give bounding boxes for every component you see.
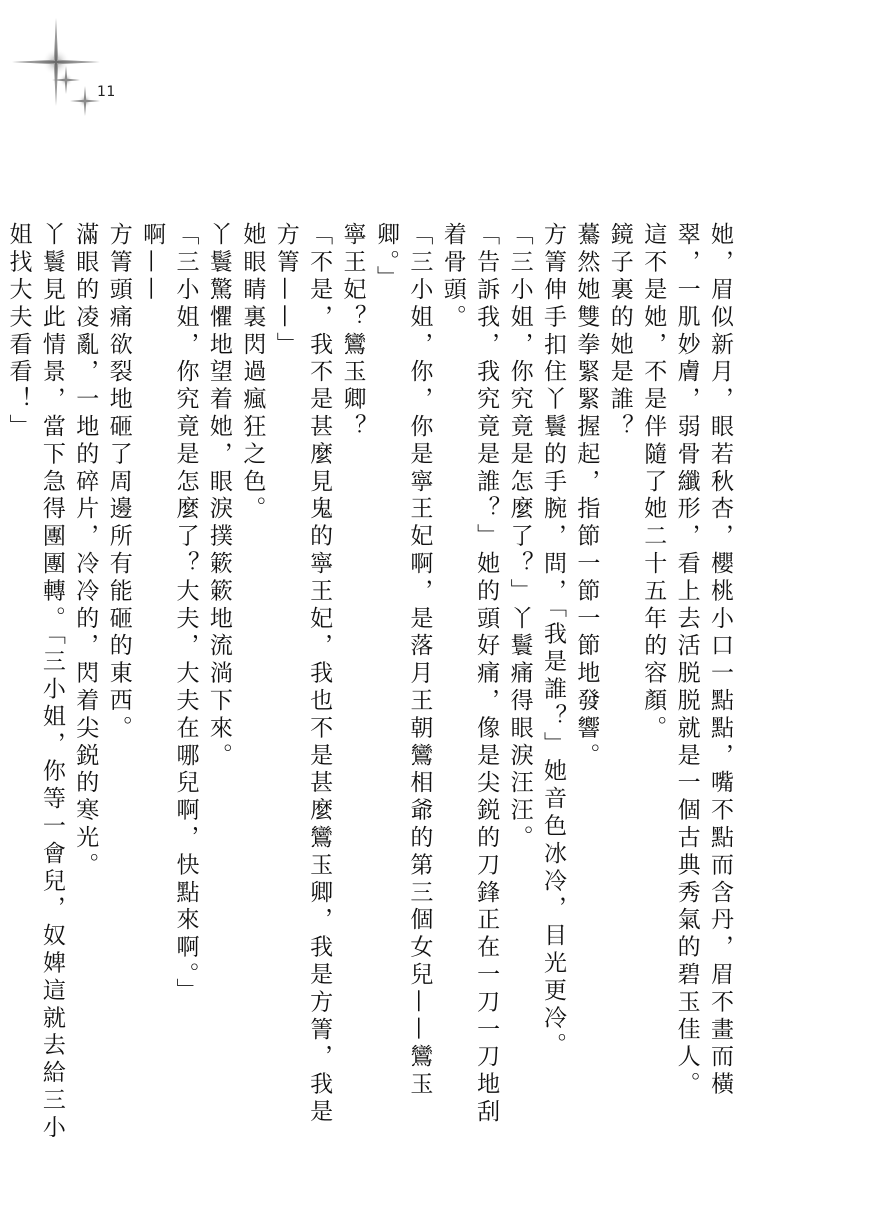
- paragraph: 丫鬟驚懼地望着她，眼淚撲簌簌地流淌下來。: [205, 222, 232, 770]
- paragraph: 「三小姐，你究竟是怎麼了？」丫鬟痛得眼淚汪汪。: [506, 222, 533, 853]
- paragraph: 寧王妃？鸞玉卿？: [339, 222, 366, 442]
- sparkle-icon: [0, 0, 140, 140]
- paragraph: 丫鬟見此情景，當下急得團團轉。「三小姐，你等一會兒，奴婢這就去給三小姐找大夫看看！」: [5, 222, 65, 1143]
- paragraph: 她眼睛裏閃過瘋狂之色。: [239, 222, 266, 524]
- page-number: 11: [97, 84, 116, 100]
- paragraph: 「不是，我不是甚麼見鬼的寧王妃，我也不是甚麼鸞玉卿，我是方箐，我是方箐——」: [272, 222, 333, 1127]
- paragraph: 她，眉似新月，眼若秋杏，櫻桃小口一點點，嘴不點而含丹，眉不畫而橫翠，一肌妙膚，弱骨纖形，看上去活脱脱就是一個古典秀氣的碧玉佳人。: [673, 222, 733, 1099]
- paragraph: [0, 222, 1, 1152]
- paragraph: 滿眼的凌亂，一地的碎片，冷冷的，閃着尖鋭的寒光。: [72, 222, 99, 880]
- paragraph: 驀然她雙拳緊緊握起，指節一節一節地發響。: [573, 222, 600, 770]
- paragraph: 方箐頭痛欲裂地砸了周邊所有能砸的東西。: [105, 222, 132, 743]
- vertical-text-body: [5, 222, 736, 1152]
- paragraph: 「三小姐，你究竟是怎麼了？大夫，大夫在哪兒啊，快點來啊。」: [172, 222, 199, 1006]
- paragraph: 這不是她，不是伴隨了她二十五年的容顏。: [640, 222, 667, 743]
- paragraph: 方箐伸手扣住丫鬟的手腕，問，「我是誰？」她音色冰冷，目光更冷。: [539, 222, 566, 1060]
- paragraph: 「告訴我，我究竟是誰？」她的頭好痛，像是尖鋭的刀鋒正在一刀一刀地刮着骨頭。: [439, 222, 500, 1127]
- paragraph: 鏡子裏的她是誰？: [606, 222, 633, 442]
- paragraph: 啊——: [139, 222, 166, 305]
- paragraph: 「三小姐，你，你是寧王妃啊，是落月王朝鸞相爺的第三個女兒——鸞玉卿。」: [372, 222, 433, 1099]
